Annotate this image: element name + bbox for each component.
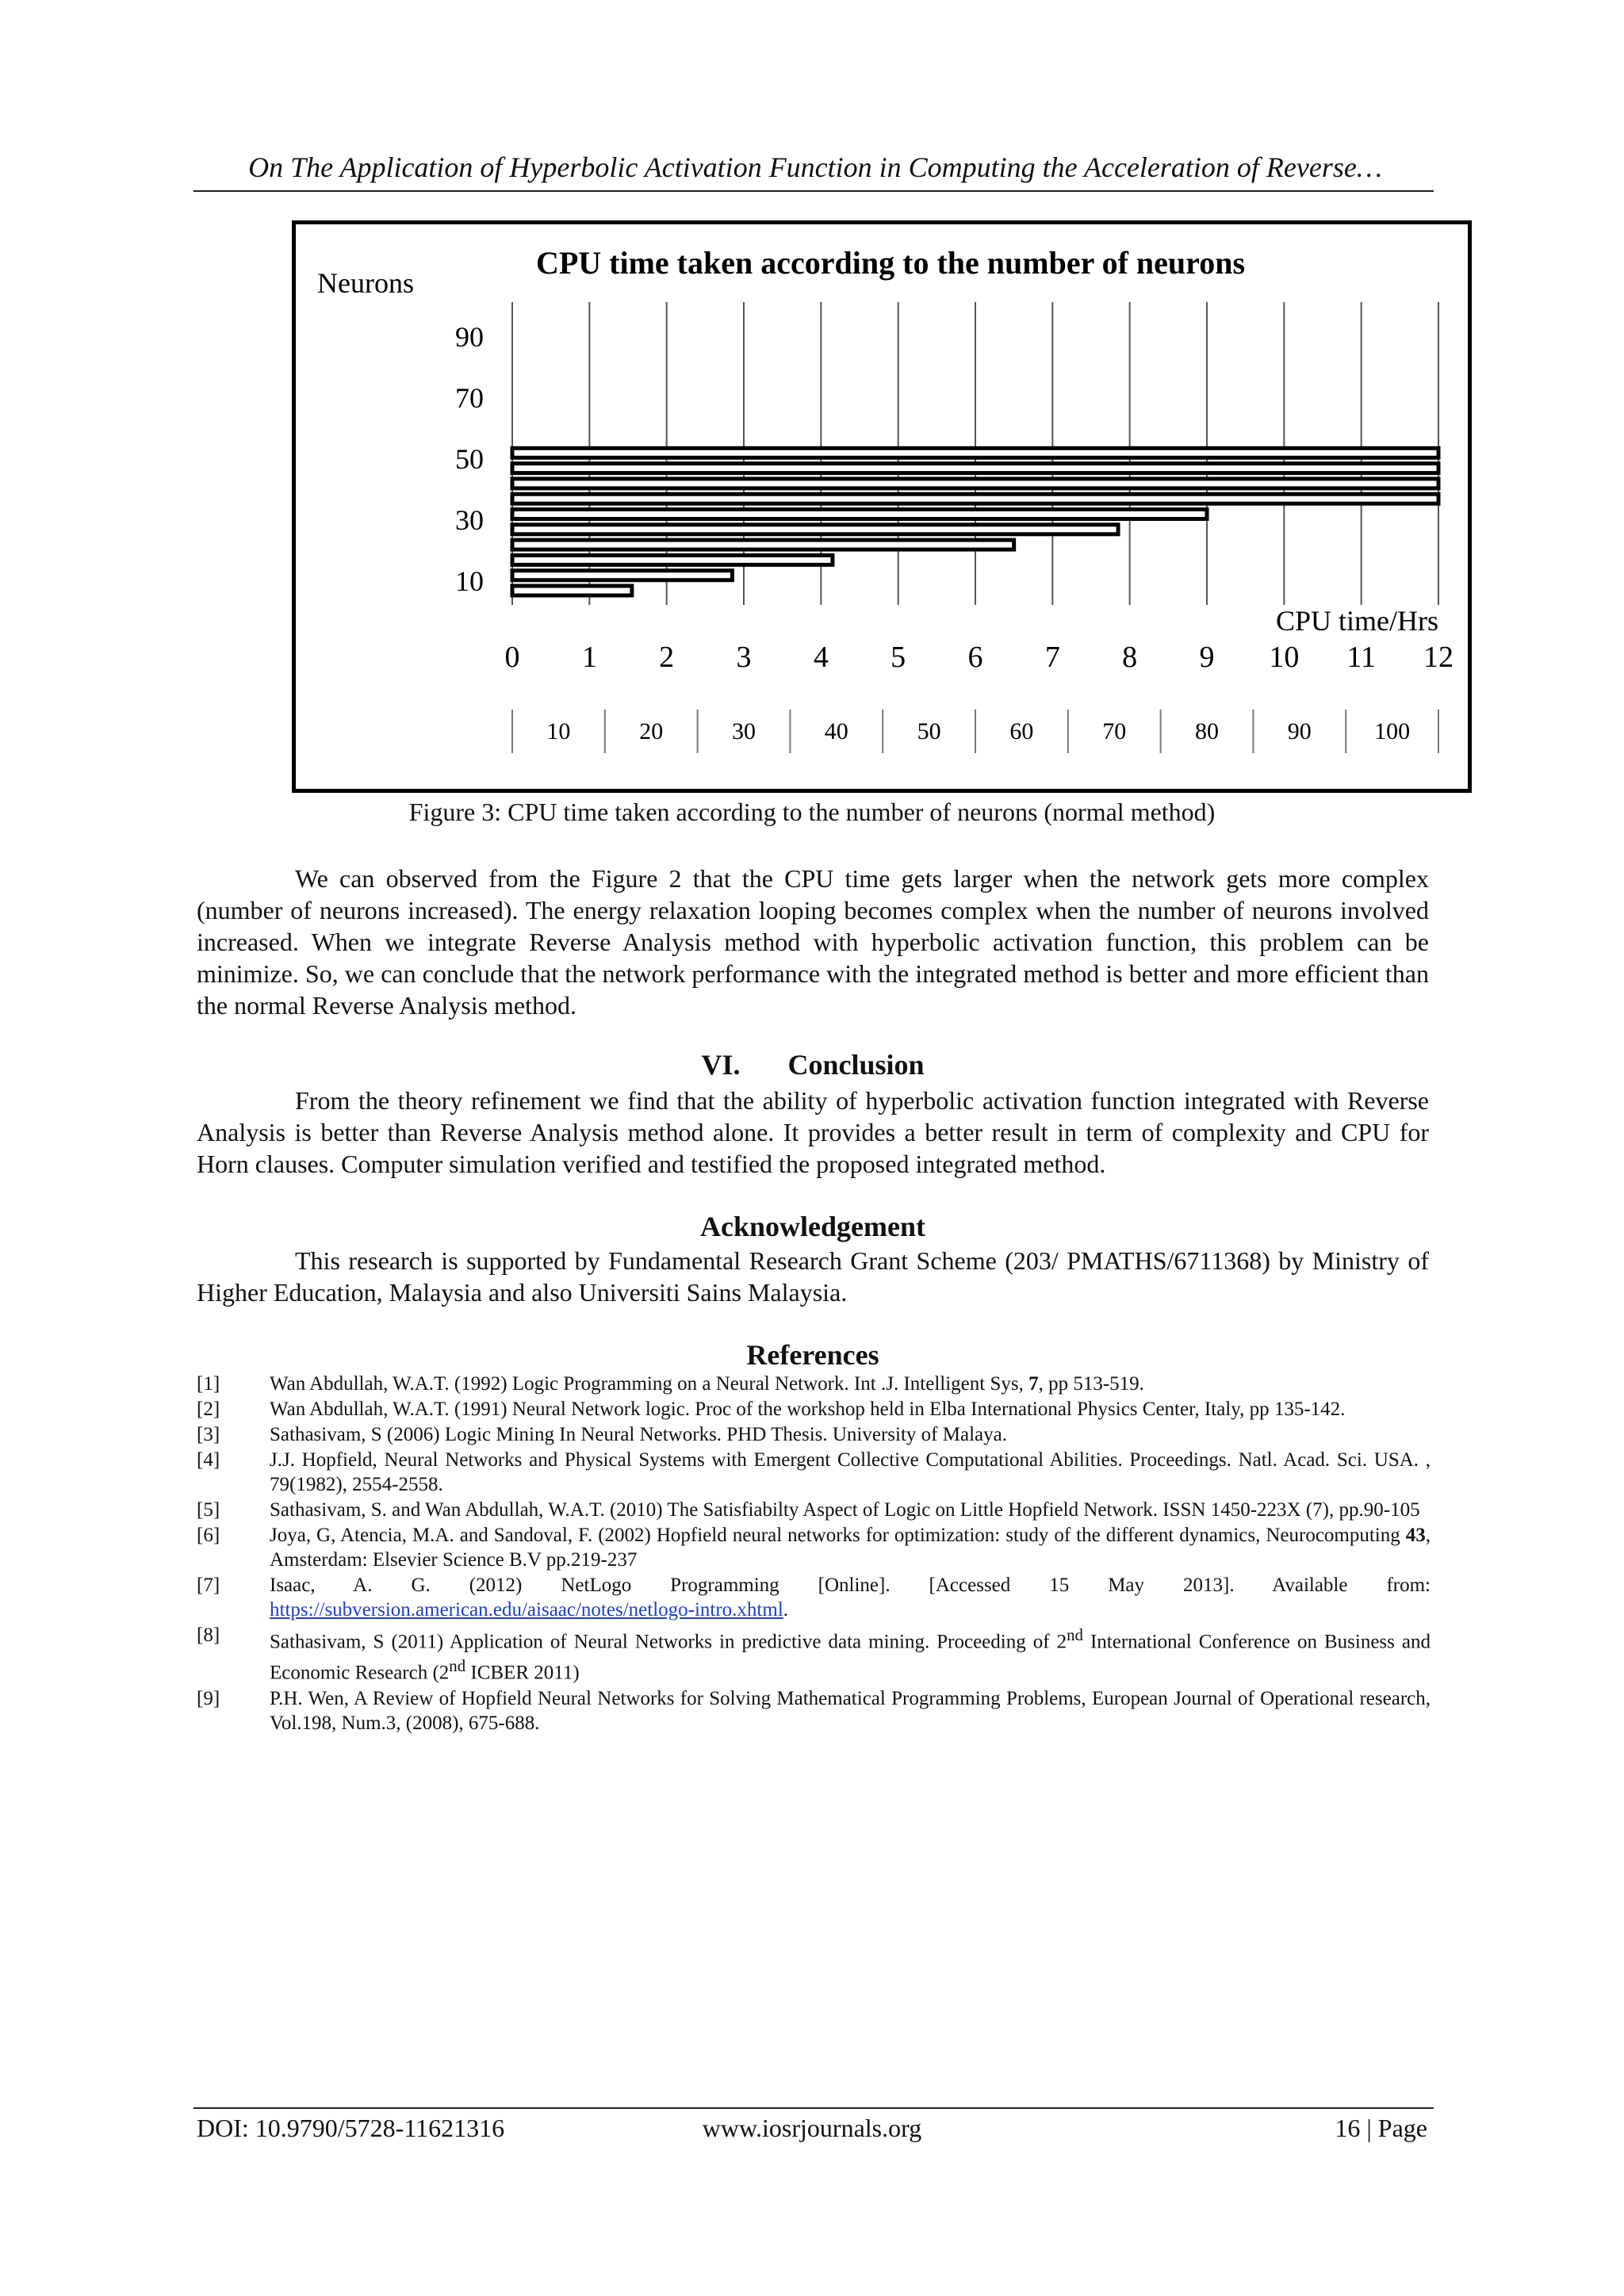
footer-doi: DOI: 10.9790/5728-11621316 bbox=[197, 2114, 505, 2142]
bar bbox=[512, 510, 1207, 519]
references-heading: References bbox=[746, 1339, 879, 1371]
bar bbox=[512, 464, 1438, 473]
table-cell: 80 bbox=[1195, 718, 1219, 744]
x-tick-label: 2 bbox=[659, 641, 675, 674]
x-tick-label: 10 bbox=[1269, 641, 1300, 674]
conclusion-text: From the theory refinement we find that the ability of hyperbolic activation function integrated with Reverse Analysis is better than Reverse Analysis method alone. It provides a better result in term of complexity and CPU for Horn clauses. Computer simulation verified and testified the proposed integrated method. bbox=[197, 1086, 1429, 1178]
acknowledgement-text: This research is supported by Fundamental Research Grant Scheme (203/ PMATHS/6711368) by Ministry of Higher Education, Malaysia and also Universiti Sains Malaysia. bbox=[197, 1246, 1429, 1307]
reference-item: [4] J.J. Hopfield, Neural Networks and Physical Systems with Emergent Collective Computational Abilities. Proceedings. Natl. Acad. Sci. USA. , 79(1982), 2554-2558. bbox=[197, 1449, 1431, 1495]
bar bbox=[512, 448, 1438, 457]
bar bbox=[512, 586, 632, 595]
x-tick-label: 4 bbox=[813, 641, 829, 674]
conclusion-number: VI. bbox=[701, 1049, 741, 1081]
reference-item: [5] Sathasivam, S. and Wan Abdullah, W.A.T. (2010) The Satisfiabilty Aspect of Logic on Little Hopfield Network. ISSN 1450-223X (7), pp.90-105 bbox=[197, 1499, 1420, 1521]
reference-item: [3] Sathasivam, S (2006) Logic Mining In Neural Networks. PHD Thesis. University of Malaya. bbox=[197, 1424, 1007, 1445]
table-cell: 40 bbox=[824, 718, 848, 744]
x-tick-label: 12 bbox=[1423, 641, 1454, 674]
acknowledgement-heading: Acknowledgement bbox=[700, 1211, 925, 1242]
bar bbox=[512, 571, 732, 580]
header-rule bbox=[193, 190, 1434, 192]
y-tick-label: 50 bbox=[455, 443, 484, 475]
table-cell: 100 bbox=[1374, 718, 1411, 744]
y-axis-label: Neurons bbox=[317, 267, 414, 299]
table-cell: 10 bbox=[546, 718, 571, 744]
reference-item: [8] Sathasivam, S (2011) Application of Neural Networks in predictive data mining. Proceeding of 2nd International Conference on Business and Economic Research (2nd ICBER 2011) bbox=[197, 1624, 1431, 1684]
x-tick-label: 0 bbox=[504, 641, 520, 674]
figure-frame bbox=[292, 220, 1472, 793]
table-cell: 20 bbox=[639, 718, 664, 744]
x-tick-label: 5 bbox=[891, 641, 906, 674]
x-tick-label: 11 bbox=[1346, 641, 1376, 674]
discussion-text: We can observed from the Figure 2 that the CPU time gets larger when the network gets more complex (number of neurons increased). The energy relaxation looping becomes complex when the number of neurons involved increased. When we integrate Reverse Analysis method with hyperbolic activation function, this problem can be minimize. So, we can conclude that the network performance with the integrated method is better and more efficient than the normal Reverse Analysis method. bbox=[197, 864, 1429, 1020]
table-cell: 70 bbox=[1102, 718, 1127, 744]
x-axis-label: CPU time/Hrs bbox=[1275, 605, 1438, 637]
reference-list bbox=[197, 1372, 1431, 1736]
x-tick-label: 9 bbox=[1199, 641, 1215, 674]
bar bbox=[512, 494, 1438, 503]
reference-item: [9] P.H. Wen, A Review of Hopfield Neural Networks for Solving Mathematical Programming Problems, European Journal of Operational research, Vol.198, Num.3, (2008), 675-688. bbox=[197, 1687, 1431, 1734]
x-tick-label: 8 bbox=[1122, 641, 1138, 674]
chart-title: CPU time taken according to the number of neurons bbox=[535, 245, 1246, 281]
discussion-paragraph bbox=[197, 863, 1429, 1021]
bar bbox=[512, 555, 833, 564]
footer-rule bbox=[193, 2107, 1434, 2109]
conclusion-paragraph bbox=[197, 1085, 1429, 1180]
cpu-time-chart bbox=[296, 224, 1468, 789]
x-tick-label: 1 bbox=[581, 641, 597, 674]
y-tick-label: 30 bbox=[455, 504, 484, 536]
netlogo-link[interactable]: https://subversion.american.edu/aisaac/notes/netlogo-intro.xhtml bbox=[270, 1599, 783, 1621]
bar bbox=[512, 540, 1014, 549]
conclusion-title: Conclusion bbox=[787, 1049, 925, 1081]
reference-item: [2] Wan Abdullah, W.A.T. (1991) Neural Network logic. Proc of the workshop held in Elba International Physics Center, Italy, pp 135-142. bbox=[197, 1399, 1346, 1420]
footer-website: www.iosrjournals.org bbox=[702, 2114, 922, 2142]
x-tick-label: 6 bbox=[967, 641, 983, 674]
x-tick-label: 3 bbox=[736, 641, 752, 674]
table-cell: 90 bbox=[1287, 718, 1312, 744]
conclusion-heading bbox=[197, 1048, 1429, 1081]
table-cell: 50 bbox=[917, 718, 941, 744]
y-tick-label: 10 bbox=[455, 565, 484, 597]
footer-page-number: 16 | Page bbox=[1335, 2114, 1427, 2142]
reference-item: [7] Isaac, A. G. (2012) NetLogo Programming [Online]. [Accessed 15 May 2013]. Available from: https://subversion.american.edu/aisaac/notes/netlogo-intro.xhtml. bbox=[197, 1575, 1431, 1621]
reference-item: [6] Joya, G, Atencia, M.A. and Sandoval, F. (2002) Hopfield neural networks for optimization: study of the different dynamics, Neurocomputing 43, Amsterdam: Elsevier Science B.V pp.219-237 bbox=[197, 1525, 1431, 1571]
bar bbox=[512, 525, 1118, 534]
table-cell: 30 bbox=[732, 718, 756, 744]
y-tick-label: 70 bbox=[455, 382, 484, 414]
acknowledgement-paragraph bbox=[197, 1245, 1429, 1308]
reference-item: [1] Wan Abdullah, W.A.T. (1992) Logic Programming on a Neural Network. Int .J. Intelligent Sys, 7, pp 513-519. bbox=[197, 1373, 1144, 1395]
table-cell: 60 bbox=[1009, 718, 1034, 744]
bar bbox=[512, 479, 1438, 488]
x-tick-label: 7 bbox=[1044, 641, 1060, 674]
running-header: On The Application of Hyperbolic Activation Function in Computing the Acceleration of Reverse… bbox=[248, 151, 1382, 183]
y-tick-label: 90 bbox=[455, 321, 484, 353]
figure-caption: Figure 3: CPU time taken according to the number of neurons (normal method) bbox=[408, 798, 1216, 826]
